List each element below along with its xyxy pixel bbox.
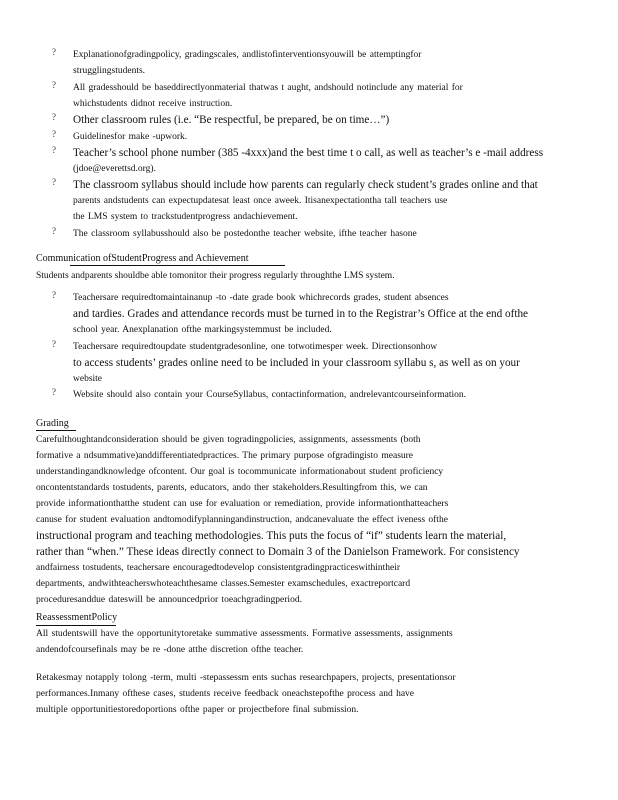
text-line: performances.Inmany ofthese cases, students receive feedback oneachstepofthe process and have <box>36 689 415 699</box>
section-heading-grading: Grading <box>36 418 69 429</box>
section-heading-communication: Communication ofStudentProgress and Achievement <box>36 253 249 264</box>
text-line: departments, andwithteacherswhoteachthesame classes.Semester examschedules, exactreportcard <box>36 579 411 589</box>
text-line: andfairness tostudents, teachersare encouragedtodevelop consistentgradingpracticeswithintheir <box>36 563 401 573</box>
text-line: Retakesmay notapply tolong -term, multi -stepassessm ents suchas researchpapers, projects, presentationsor <box>36 673 456 683</box>
text-line: oncontentstandards tostudents, parents, educators, ando ther stakeholders.Resultingfrom this, we can <box>36 483 428 493</box>
text-line: All studentswill have the opportunitytoretake summative assessments. Formative assessments, assignments <box>36 629 453 639</box>
bullet-marker: ? <box>52 47 56 57</box>
heading-underline <box>70 265 285 266</box>
bullet-marker: ? <box>52 80 56 90</box>
text-line: strugglingstudents. <box>73 66 146 76</box>
text-line: Carefulthoughtandconsideration should be given togradingpolicies, assignments, assessments (both <box>36 435 421 445</box>
text-line: formative a ndsummative)anddifferentiatedpractices. The primary purpose ofgradingisto measure <box>36 451 414 461</box>
text-line: All gradesshould be baseddirectlyonmaterial thatwas t aught, andshould notinclude any material for <box>73 83 463 93</box>
text-line: Other classroom rules (i.e. “Be respectful, be prepared, be on time…”) <box>73 114 390 126</box>
heading-underline <box>36 430 76 431</box>
grading-paragraph <box>36 432 596 608</box>
text-line: Guidelinesfor make -upwork. <box>73 132 188 142</box>
bullet-marker: ? <box>52 226 56 236</box>
text-line: to access students’ grades online need to be included in your classroom syllabu s, as well as on your <box>73 357 520 369</box>
text-line: school year. Anexplanation ofthe markingsystemmust be included. <box>73 325 332 335</box>
text-line: whichstudents didnot receive instruction. <box>73 99 233 109</box>
text-line: website <box>73 374 103 384</box>
text-line: rather than “when.” These ideas directly connect to Domain 3 of the Danielson Framework. For consistency <box>36 546 520 558</box>
bullet-marker: ? <box>52 112 56 122</box>
text-line: Explanationofgradingpolicy, gradingscales, andlistofinterventionsyouwill be attemptingfor <box>73 50 422 60</box>
text-line: The classroom syllabus should include how parents can regularly check student’s grades online and that <box>73 179 538 191</box>
text-line: Website should also contain your CourseSyllabus, contactinformation, andrelevantcourseinformation. <box>73 390 467 400</box>
text-line: multiple opportunitiestoredoportions ofthe paper or projectbefore final submission. <box>36 705 359 715</box>
text-line: and tardies. Grades and attendance records must be turned in to the Registrar’s Office at the end ofthe <box>73 308 529 320</box>
bullet-marker: ? <box>52 177 56 187</box>
text-line: canuse for student evaluation andtomodifyplanningandinstruction, andcanevaluate the effect iveness ofthe <box>36 515 448 525</box>
text-line: andendofcoursefinals may be re -done atthe discretion ofthe teacher. <box>36 645 304 655</box>
text-line: provide informationthatthe student can use for evaluation or remediation, provide informationthatteachers <box>36 499 449 509</box>
text-line: (jdoe@everettsd.org). <box>73 164 156 174</box>
text-line: The classroom syllabusshould also be postedonthe teacher website, ifthe teacher hasone <box>73 229 417 239</box>
text-line: Teachersare requiredtoupdate studentgradesonline, one totwotimesper week. Directionsonhow <box>73 342 438 352</box>
bullet-marker: ? <box>52 145 56 155</box>
bullet-marker: ? <box>52 129 56 139</box>
bullet-marker: ? <box>52 339 56 349</box>
text-line: understandingandknowledge ofcontent. Our goal is tocommunicate informationabout student proficiency <box>36 467 444 477</box>
text-line: parents andstudents can expectupdatesat least once aweek. Itisanexpectationtha tall teachers use <box>73 196 448 206</box>
reassessment-paragraph-1 <box>36 626 596 658</box>
section-heading-reassessment: ReassessmentPolicy <box>36 612 118 623</box>
text-line: Teacher’s school phone number (385 -4xxx)and the best time t o call, as well as teacher’s e -mail address <box>73 147 544 159</box>
text-line: the LMS system to trackstudentprogress andachievement. <box>73 212 298 222</box>
text-line: instructional program and teaching methodologies. This puts the focus of “if” students learn the material, <box>36 530 507 542</box>
communication-intro: Students andparents shouldbe able tomonitor their progress regularly throughthe LMS system. <box>36 271 395 281</box>
bullet-marker: ? <box>52 290 56 300</box>
text-line: Teachersare requiredtomaintainanup -to -date grade book whichrecords grades, student absences <box>73 293 449 303</box>
text-line: proceduresanddue dateswill be announcedprior toeachgradingperiod. <box>36 595 302 605</box>
bullet-marker: ? <box>52 387 56 397</box>
reassessment-paragraph-2 <box>36 670 596 718</box>
